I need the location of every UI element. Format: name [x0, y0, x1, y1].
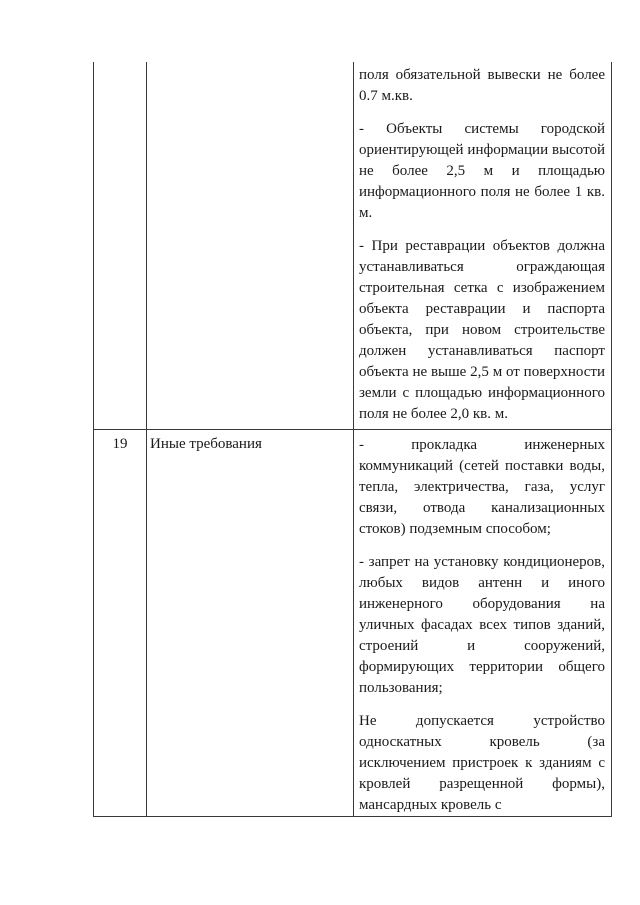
row-number-cell — [94, 62, 147, 430]
paragraph: - При реставрации объектов должна устанавливаться ограждающая строительная сетка с изображением объекта реставрации и паспорта объекта, при новом строительстве должен устанавливаться паспорт объекта не выше 2,5 м от поверхности земли с площадью информационного поля не более 2,0 кв. м. — [359, 238, 605, 422]
paragraph: - прокладка инженерных коммуникаций (сетей поставки воды, тепла, электричества, газа, услуг связи, отвода канализационных стоков) подземным способом; — [359, 437, 605, 537]
table-row — [94, 430, 612, 817]
paragraph: Не допускается устройство односкатных кровель (за исключением пристроек к зданиям с кровлей разрещенной формы), мансардных кровель с — [359, 713, 605, 813]
paragraph: поля обязательной вывески не более 0.7 м.кв. — [359, 67, 605, 104]
requirement-text-cell — [354, 62, 612, 430]
row-number-cell: 19 — [94, 430, 147, 817]
paragraph: - запрет на установку кондиционеров, любых видов антенн и иного инженерного оборудования на уличных фасадах всех типов зданий, строений и сооружений, формирующих территории общего пользования; — [359, 554, 605, 696]
requirement-name-cell — [147, 62, 354, 430]
paragraph: - Объекты системы городской ориентирующей информации высотой не более 2,5 м и площадью информационного поля не более 1 кв. м. — [359, 121, 605, 221]
table-row — [94, 62, 612, 430]
requirement-text-cell — [354, 430, 612, 817]
requirement-name-cell: Иные требования — [147, 430, 354, 817]
requirements-table — [93, 62, 612, 817]
